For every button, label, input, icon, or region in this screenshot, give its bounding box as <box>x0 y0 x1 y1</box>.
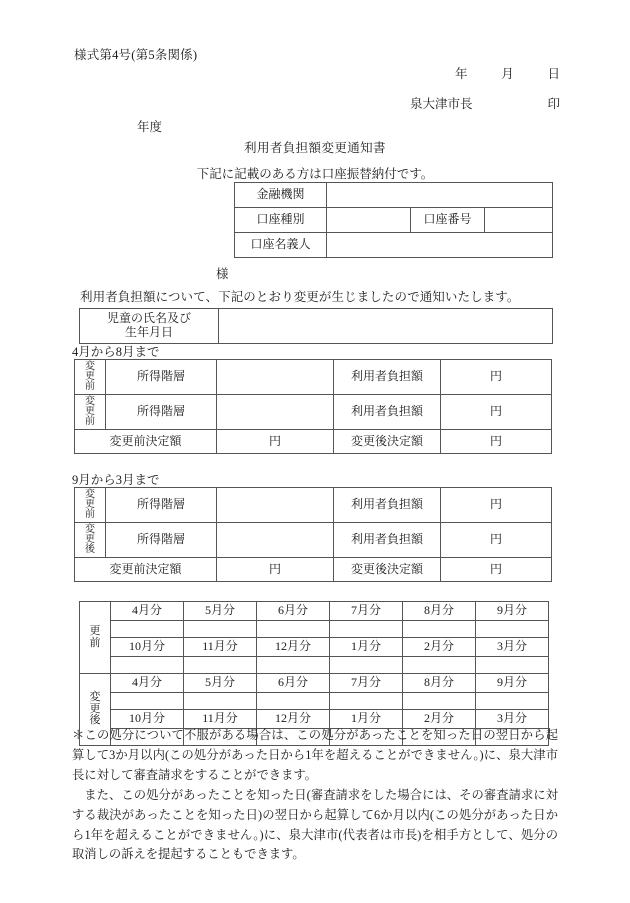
bank-account-table <box>234 182 553 258</box>
table-row <box>80 309 553 344</box>
child-name-label-line2: 生年月日 <box>124 324 173 339</box>
seal-mark: 印 <box>547 97 560 111</box>
spring-summary-before-label: 変更前決定額 <box>75 430 217 454</box>
issuer-name: 泉大津市長 <box>410 97 473 111</box>
month-value-cell[interactable] <box>184 657 257 674</box>
bank-account-number-value[interactable] <box>485 208 553 233</box>
spring-row1-state-char1: 変 <box>85 361 95 372</box>
bank-account-type-label: 口座種別 <box>235 208 327 233</box>
month-header-cell: 2月分 <box>403 638 476 657</box>
month-header-cell: 12月分 <box>257 710 330 729</box>
autumn-row2-bracket-label: 所得階層 <box>106 523 217 558</box>
autumn-row2-state-char1: 変 <box>85 524 95 535</box>
month-header-cell: 9月分 <box>476 602 549 621</box>
month-header-cell: 3月分 <box>476 638 549 657</box>
autumn-row1-state-char2: 更 <box>85 499 95 510</box>
autumn-summary-before-label: 変更前決定額 <box>75 558 217 582</box>
date-month-label: 月 <box>501 67 514 81</box>
autumn-row1-bracket-value[interactable] <box>217 488 334 523</box>
month-header-cell: 11月分 <box>184 638 257 657</box>
autumn-summary-before-unit[interactable]: 円 <box>217 558 334 582</box>
table-row <box>80 693 549 710</box>
fiscal-year-label: 年度 <box>137 120 163 134</box>
month-header-cell: 8月分 <box>403 674 476 693</box>
child-info-table <box>79 308 553 344</box>
month-value-cell[interactable] <box>257 657 330 674</box>
spring-row1-state-label <box>75 360 106 395</box>
month-value-cell[interactable] <box>476 657 549 674</box>
spring-row2-bracket-label: 所得階層 <box>106 395 217 430</box>
month-header-cell: 4月分 <box>111 674 184 693</box>
month-header-cell: 7月分 <box>330 674 403 693</box>
autumn-summary-after-unit[interactable]: 円 <box>441 558 552 582</box>
table-row <box>235 233 553 258</box>
month-value-cell[interactable] <box>111 693 184 710</box>
autumn-summary-after-label: 変更後決定額 <box>334 558 441 582</box>
table-row <box>75 523 552 558</box>
table-row <box>80 674 549 693</box>
bank-institution-label: 金融機関 <box>235 183 327 208</box>
month-grid-after-char1: 変 <box>89 691 101 704</box>
month-header-cell: 3月分 <box>476 710 549 729</box>
month-value-cell[interactable] <box>184 621 257 638</box>
spring-summary-before-unit[interactable]: 円 <box>217 430 334 454</box>
autumn-row1-burden-label: 利用者負担額 <box>334 488 441 523</box>
child-name-label-line1: 児童の氏名及び <box>106 311 191 325</box>
month-grid-before-char2: 前 <box>89 636 101 649</box>
autumn-row2-bracket-value[interactable] <box>217 523 334 558</box>
month-value-cell[interactable] <box>111 621 184 638</box>
month-header-cell: 12月分 <box>257 638 330 657</box>
month-header-cell: 5月分 <box>184 674 257 693</box>
spring-row2-burden-unit[interactable]: 円 <box>441 395 552 430</box>
month-value-cell[interactable] <box>330 693 403 710</box>
spring-row2-burden-label: 利用者負担額 <box>334 395 441 430</box>
autumn-row2-state-label <box>75 523 106 558</box>
footer-notes <box>72 726 558 865</box>
section-caption-autumn: 9月から3月まで <box>72 473 160 487</box>
autumn-row2-burden-unit[interactable]: 円 <box>441 523 552 558</box>
transfer-note: 下記に記載のある方は口座振替納付です。 <box>196 167 434 181</box>
table-row <box>80 638 549 657</box>
autumn-row1-bracket-label: 所得階層 <box>106 488 217 523</box>
month-value-cell[interactable] <box>257 621 330 638</box>
month-value-cell[interactable] <box>257 693 330 710</box>
spring-row2-state-label <box>75 395 106 430</box>
spring-row1-bracket-value[interactable] <box>217 360 334 395</box>
date-line <box>455 64 560 82</box>
table-row <box>75 558 552 582</box>
bank-institution-value[interactable] <box>327 183 553 208</box>
bank-account-holder-label: 口座名義人 <box>235 233 327 258</box>
change-table-spring <box>74 359 552 454</box>
month-header-cell: 5月分 <box>184 602 257 621</box>
table-row <box>75 360 552 395</box>
autumn-row2-burden-label: 利用者負担額 <box>334 523 441 558</box>
bank-account-type-value[interactable] <box>327 208 411 233</box>
child-name-value[interactable] <box>219 309 553 344</box>
spring-row2-state-char3: 前 <box>85 416 95 427</box>
spring-row1-burden-label: 利用者負担額 <box>334 360 441 395</box>
spring-row2-state-char1: 変 <box>85 396 95 407</box>
month-value-cell[interactable] <box>330 657 403 674</box>
section-caption-spring: 4月から8月まで <box>72 345 160 359</box>
autumn-row1-state-char1: 変 <box>85 489 95 500</box>
issuer-line <box>410 94 560 112</box>
month-header-cell: 7月分 <box>330 602 403 621</box>
month-value-cell[interactable] <box>403 693 476 710</box>
month-value-cell[interactable] <box>403 621 476 638</box>
table-row <box>75 395 552 430</box>
month-value-cell[interactable] <box>184 693 257 710</box>
month-header-cell: 10月分 <box>111 710 184 729</box>
month-value-cell[interactable] <box>111 657 184 674</box>
spring-row1-bracket-label: 所得階層 <box>106 360 217 395</box>
autumn-row2-state-char2: 更 <box>85 534 95 545</box>
month-grid-after-char2: 更 <box>89 702 101 715</box>
autumn-row1-state-label <box>75 488 106 523</box>
month-header-cell: 1月分 <box>330 638 403 657</box>
table-row <box>80 621 549 638</box>
month-header-cell: 6月分 <box>257 674 330 693</box>
spring-row1-state-char3: 前 <box>85 381 95 392</box>
month-header-cell: 10月分 <box>111 638 184 657</box>
autumn-row2-state-char3: 後 <box>85 544 95 555</box>
month-header-cell: 1月分 <box>330 710 403 729</box>
spring-row2-state-char2: 更 <box>85 406 95 417</box>
month-header-cell: 8月分 <box>403 602 476 621</box>
month-value-cell[interactable] <box>476 693 549 710</box>
month-header-cell: 11月分 <box>184 710 257 729</box>
month-value-cell[interactable] <box>330 621 403 638</box>
month-header-cell: 4月分 <box>111 602 184 621</box>
spring-row2-bracket-value[interactable] <box>217 395 334 430</box>
bank-account-holder-value[interactable] <box>327 233 553 258</box>
table-row <box>235 208 553 233</box>
spring-row1-state-char2: 更 <box>85 371 95 382</box>
monthly-amount-grid <box>79 601 549 746</box>
form-number: 様式第4号(第5条関係) <box>74 48 198 62</box>
change-table-autumn <box>74 487 552 582</box>
table-row <box>235 183 553 208</box>
month-header-cell: 2月分 <box>403 710 476 729</box>
footer-paragraph-lawsuit: また、この処分があったことを知った日(審査請求をした場合には、その審査請求に対する裁決があったことを知った日)の翌日から起算して6か月以内(この処分があった日から1年を超えることができません。)に、泉大津市(代表者は市長)を相手方として、処分の取消しの訴えを提起することもできます。 <box>72 787 558 862</box>
autumn-row1-state-char3: 前 <box>85 509 95 520</box>
table-row <box>80 657 549 674</box>
spring-summary-after-unit[interactable]: 円 <box>441 430 552 454</box>
month-value-cell[interactable] <box>403 657 476 674</box>
month-header-cell: 6月分 <box>257 602 330 621</box>
document-title: 利用者負担額変更通知書 <box>244 141 386 155</box>
month-header-cell: 9月分 <box>476 674 549 693</box>
table-row <box>75 430 552 454</box>
footer-paragraph-appeal: ＊この処分について不服がある場合は、この処分があったことを知った日の翌日から起算して3か月以内(この処分があった日から1年を超えることができません。)に、泉大津市長に対して審査請求をすることができます。 <box>72 728 558 782</box>
recipient-honorific: 様 <box>216 267 229 281</box>
month-grid-before-label <box>80 602 111 674</box>
date-day-label: 日 <box>547 67 560 81</box>
date-year-label: 年 <box>455 67 468 81</box>
autumn-row1-burden-unit[interactable]: 円 <box>441 488 552 523</box>
month-value-cell[interactable] <box>476 621 549 638</box>
child-name-label <box>80 309 219 344</box>
month-grid-after-char3: 後 <box>89 714 101 727</box>
bank-account-number-label: 口座番号 <box>411 208 485 233</box>
table-row <box>80 602 549 621</box>
month-grid-before-char1: 更 <box>89 624 101 637</box>
spring-row1-burden-unit[interactable]: 円 <box>441 360 552 395</box>
table-row <box>75 488 552 523</box>
intro-text: 利用者負担額について、下記のとおり変更が生じましたので通知いたします。 <box>80 290 520 304</box>
spring-summary-after-label: 変更後決定額 <box>334 430 441 454</box>
